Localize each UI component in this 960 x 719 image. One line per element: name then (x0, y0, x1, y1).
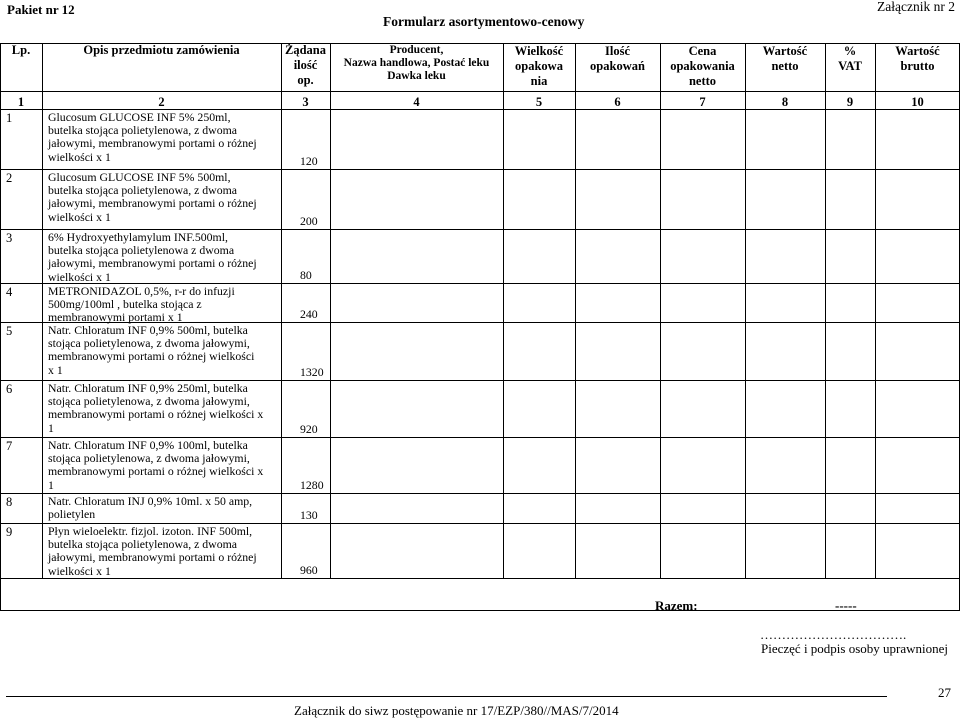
row-description-line: Glucosum GLUCOSE INF 5% 500ml, (48, 170, 231, 184)
column-header (503, 44, 575, 89)
row-description-line: 1 (48, 420, 54, 435)
row-description (48, 285, 235, 325)
row-description-line: x 1 (48, 362, 63, 377)
column-header-line: Nazwa handlowa, Postać leku (343, 57, 490, 69)
row-lp: 3 (6, 231, 13, 245)
row-description (48, 231, 257, 284)
column-border (745, 43, 746, 578)
row-description (48, 495, 252, 521)
column-border (503, 43, 504, 578)
row-description (48, 439, 263, 492)
column-header (745, 44, 825, 74)
row-description-line: wielkości x 1 (48, 269, 111, 284)
row-quantity: 200 (300, 214, 318, 228)
row-description-line: membranowymi portami x 1 (48, 310, 183, 325)
row-description-line: Natr. Chloratum INF 0,9% 250ml, butelka (48, 381, 248, 395)
signature-line: ……………………………. (760, 627, 907, 642)
row-description-line: 1 (48, 477, 54, 492)
total-value: ----- (835, 598, 857, 613)
row-description-line: Natr. Chloratum INJ 0,9% 10ml. x 50 amp, (48, 494, 253, 508)
row-quantity: 1280 (300, 478, 324, 492)
row-description-line: METRONIDAZOL 0,5%, r-r do infuzji (48, 284, 235, 298)
column-number: 1 (17, 95, 25, 109)
column-header-line: brutto (900, 59, 935, 73)
row-description-line: butelka stojąca polietylenowa, z dwoma (48, 123, 238, 138)
footer-text: Załącznik do siwz postępowanie nr 17/EZP/380//MAS/7/2014 (294, 703, 619, 718)
row-description-line: polietylen (48, 507, 96, 522)
row-description (48, 171, 257, 224)
column-header-line: Dawka leku (387, 70, 446, 82)
row-description-line: wielkości x 1 (48, 209, 111, 224)
row-description-line: jałowymi, membranowymi portami o różnej (48, 256, 257, 271)
row-description-line: butelka stojąca polietylenowa, z dwoma (48, 537, 238, 552)
column-header-line: Wartość (895, 44, 940, 58)
column-header-line: Żądana (285, 43, 326, 57)
row-divider (0, 578, 960, 579)
row-description-line: stojąca polietylenowa, z dwoma jałowymi, (48, 394, 250, 409)
column-number: 8 (781, 95, 789, 109)
attachment-label: Załącznik nr 2 (877, 0, 955, 14)
row-description-line: 500mg/100ml , butelka stojąca z (48, 297, 202, 312)
column-number: 3 (302, 95, 309, 109)
column-header-line: Wartość (762, 44, 808, 58)
row-description-line: stojąca polietylenowa, z dwoma jałowymi, (48, 336, 250, 351)
column-header-line: Opis przedmiotu zamówienia (83, 43, 240, 57)
row-quantity: 240 (300, 307, 318, 321)
column-header (330, 44, 503, 83)
signature-label: Pieczęć i podpis osoby uprawnionej (761, 641, 949, 656)
row-lp: 9 (6, 525, 13, 539)
page-number: 27 (938, 685, 951, 700)
column-number: 9 (846, 95, 854, 109)
package-number: Pakiet nr 12 (7, 2, 75, 17)
footer-divider (6, 696, 887, 697)
row-description-line: jałowymi, membranowymi portami o różnej (48, 196, 257, 211)
form-title: Formularz asortymentowo-cenowy (383, 14, 585, 29)
column-header-line: netto (688, 74, 717, 88)
row-description (48, 382, 263, 435)
row-lp: 6 (6, 382, 13, 396)
column-border (575, 43, 576, 578)
row-description-line: Płyn wieloelektr. fizjol. izoton. INF 500ml, (48, 524, 253, 538)
row-lp: 1 (6, 111, 13, 125)
column-header-line: nia (530, 74, 548, 88)
column-header (281, 43, 330, 88)
row-quantity: 960 (300, 563, 318, 577)
column-header-line: op. (297, 73, 314, 87)
row-description-line: Natr. Chloratum INF 0,9% 100ml, butelka (48, 438, 248, 452)
row-quantity: 80 (300, 268, 312, 282)
column-header (825, 44, 875, 74)
row-description-line: butelka stojąca polietylenowa, z dwoma (48, 183, 238, 198)
column-header (0, 43, 42, 58)
column-border (660, 43, 661, 578)
row-quantity: 920 (300, 422, 318, 436)
column-number: 4 (413, 95, 420, 109)
column-number: 7 (699, 95, 706, 109)
row-lp: 8 (6, 495, 13, 509)
total-label: Razem: (655, 598, 698, 613)
column-header-line: opakowania (670, 59, 735, 73)
row-quantity: 130 (300, 508, 318, 522)
row-description-line: membranowymi portami o różnej wielkości x (48, 464, 264, 479)
row-description-line: wielkości x 1 (48, 149, 111, 164)
column-header-line: % (843, 44, 857, 58)
column-header-line: ilość (293, 58, 318, 72)
column-header-line: Cena (688, 44, 717, 58)
row-description-line: membranowymi portami o różnej wielkości x (48, 407, 264, 422)
column-header-line: Ilość (605, 44, 630, 58)
header-divider (0, 91, 960, 92)
column-header-line: netto (771, 59, 799, 73)
column-border (330, 43, 331, 578)
row-description-line: wielkości x 1 (48, 563, 111, 578)
row-lp: 4 (6, 285, 13, 299)
row-quantity: 120 (300, 154, 318, 168)
column-border (0, 43, 1, 610)
row-description-line: stojąca polietylenowa, z dwoma jałowymi, (48, 451, 250, 466)
column-number: 5 (535, 95, 543, 109)
row-quantity: 1320 (300, 365, 324, 379)
column-header (42, 43, 281, 58)
row-description-line: jałowymi, membranowymi portami o różnej (48, 136, 257, 151)
row-description-line: 6% Hydroxyethylamylum INF.500ml, (48, 230, 228, 244)
table-bottom-border (0, 610, 960, 611)
column-header-line: Lp. (11, 43, 31, 57)
column-header (660, 44, 745, 89)
row-description-line: membranowymi portami o różnej wielkości (48, 349, 255, 364)
column-border (875, 43, 876, 578)
row-description-line: Natr. Chloratum INF 0,9% 500ml, butelka (48, 323, 248, 337)
column-number: 6 (614, 95, 621, 109)
row-lp: 7 (6, 439, 13, 453)
column-border (825, 43, 826, 578)
column-header-line: VAT (838, 59, 862, 73)
row-description-line: butelka stojąca polietylenowa z dwoma (48, 243, 235, 258)
column-header (575, 44, 660, 74)
column-header-line: Wielkość (514, 44, 564, 58)
row-lp: 5 (6, 324, 13, 338)
column-border (281, 43, 282, 578)
row-description (48, 324, 254, 377)
row-description (48, 111, 257, 164)
row-lp: 2 (6, 171, 13, 185)
column-header-line: opakowa (515, 59, 563, 73)
row-description-line: jałowymi, membranowymi portami o różnej (48, 550, 257, 565)
column-header (875, 44, 960, 74)
column-number: 10 (911, 95, 924, 109)
column-header-line: Producent, (389, 44, 444, 56)
row-description-line: Glucosum GLUCOSE INF 5% 250ml, (48, 110, 231, 124)
column-number: 2 (158, 95, 165, 109)
column-header-line: opakowań (590, 59, 645, 73)
row-description (48, 525, 257, 578)
column-border (42, 43, 43, 578)
